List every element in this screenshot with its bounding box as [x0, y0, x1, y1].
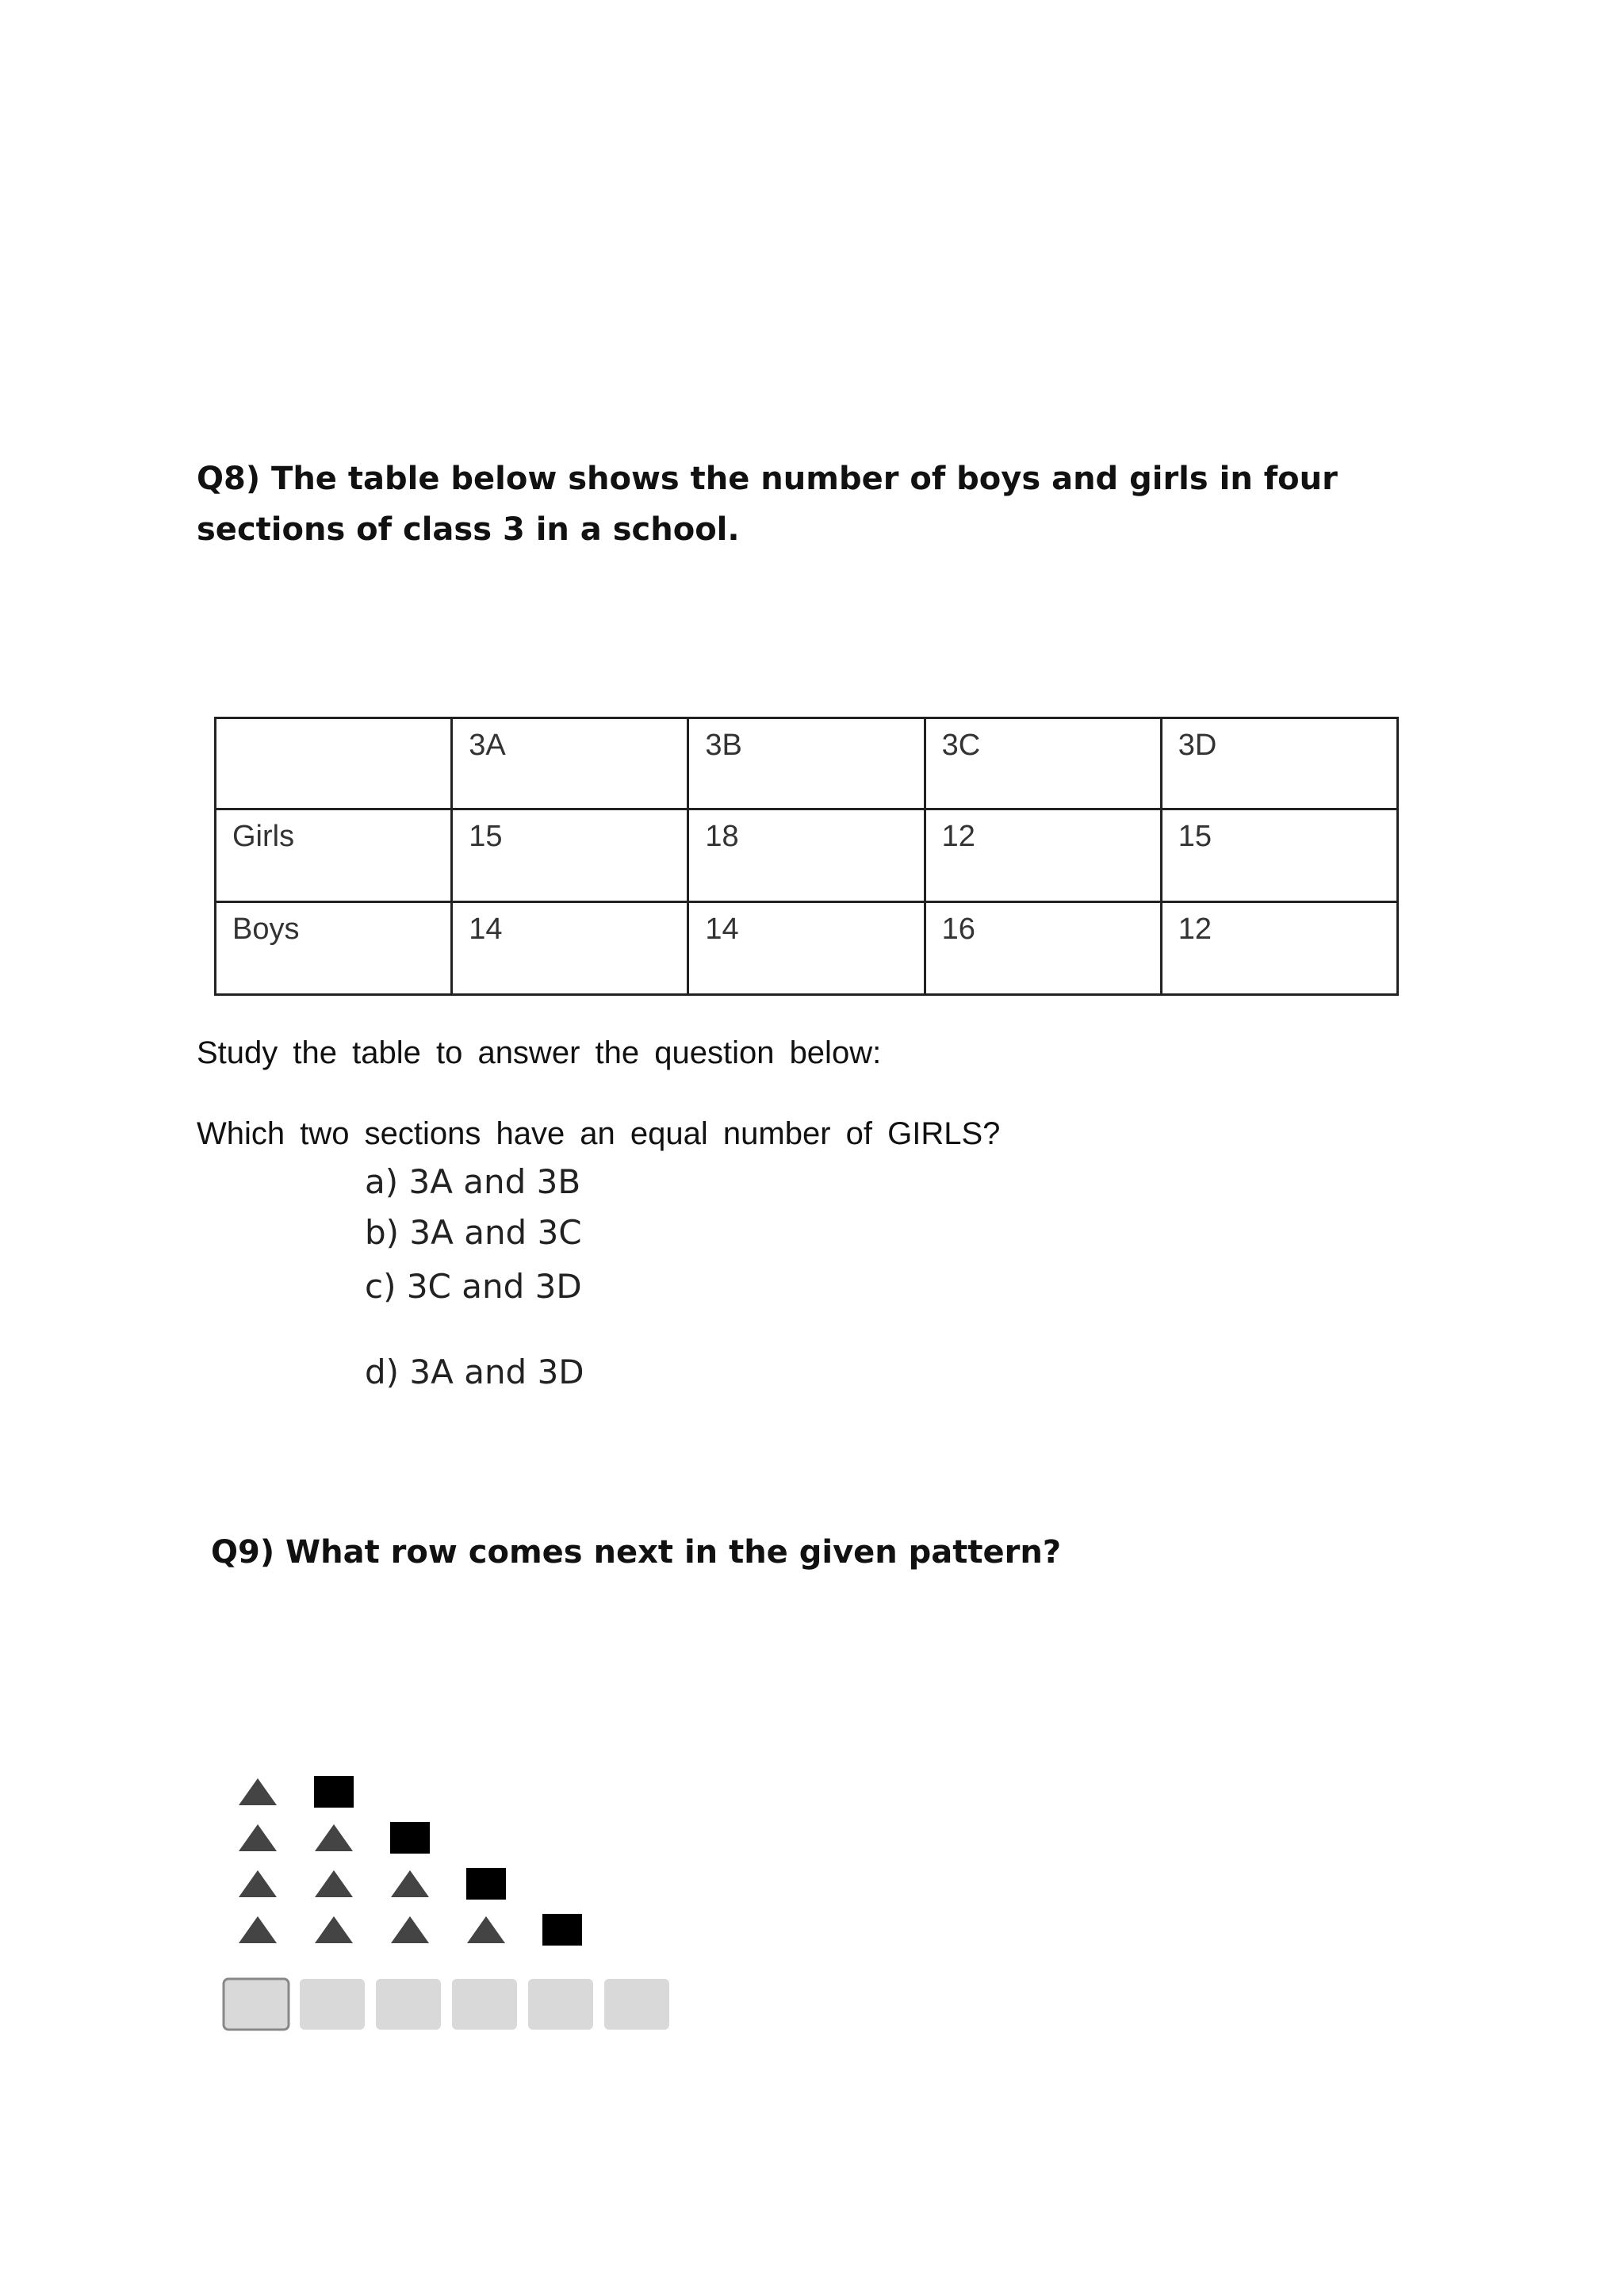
triangle-shape [239, 1916, 277, 1943]
triangle-shape [391, 1870, 429, 1897]
triangle-shape [239, 1778, 277, 1805]
triangle-shape [239, 1824, 277, 1851]
triangle-shape [391, 1916, 429, 1943]
table-cell: 16 [925, 902, 1161, 995]
answer-box[interactable] [376, 1979, 441, 2030]
option-a[interactable]: a) 3A and 3B [365, 1162, 581, 1201]
square-shape [542, 1914, 582, 1946]
table-row-girls [216, 809, 1398, 902]
header-cell: 3C [925, 718, 1161, 809]
row-label: Boys [216, 902, 452, 995]
table-cell: 14 [452, 902, 688, 995]
header-cell [216, 718, 452, 809]
answer-box[interactable] [224, 1979, 289, 2030]
pattern-figure [214, 1768, 690, 2069]
header-cell: 3B [688, 718, 925, 809]
table-cell: 14 [688, 902, 925, 995]
q8-title: Q8) The table below shows the number of boys and girls in four sections of class 3 in a school. [197, 461, 1338, 548]
square-shape [466, 1868, 506, 1900]
triangle-shape [315, 1824, 353, 1851]
table-cell: 15 [452, 809, 688, 902]
shape-pattern [214, 1768, 690, 2069]
question-text: Which two sections have an equal number of GIRLS? [197, 1116, 1001, 1151]
header-cell: 3D [1161, 718, 1397, 809]
option-d[interactable]: d) 3A and 3D [365, 1353, 584, 1391]
square-shape [390, 1822, 430, 1854]
triangle-shape [315, 1916, 353, 1943]
answer-box[interactable] [452, 1979, 517, 2030]
answer-box[interactable] [300, 1979, 365, 2030]
table-cell: 18 [688, 809, 925, 902]
table-header-row [216, 718, 1398, 809]
answer-box[interactable] [528, 1979, 593, 2030]
row-label: Girls [216, 809, 452, 902]
option-b[interactable]: b) 3A and 3C [365, 1213, 582, 1252]
answer-box[interactable] [604, 1979, 669, 2030]
triangle-shape [315, 1870, 353, 1897]
triangle-shape [467, 1916, 505, 1943]
sections-table [214, 717, 1399, 996]
header-cell: 3A [452, 718, 688, 809]
table-cell: 12 [925, 809, 1161, 902]
table-row-boys [216, 902, 1398, 995]
q9-title: Q9) What row comes next in the given pattern? [211, 1534, 1062, 1571]
table-cell: 15 [1161, 809, 1397, 902]
triangle-shape [239, 1870, 277, 1897]
instruction-text: Study the table to answer the question below: [197, 1035, 882, 1070]
option-c[interactable]: c) 3C and 3D [365, 1267, 582, 1306]
table-cell: 12 [1161, 902, 1397, 995]
square-shape [314, 1776, 354, 1808]
